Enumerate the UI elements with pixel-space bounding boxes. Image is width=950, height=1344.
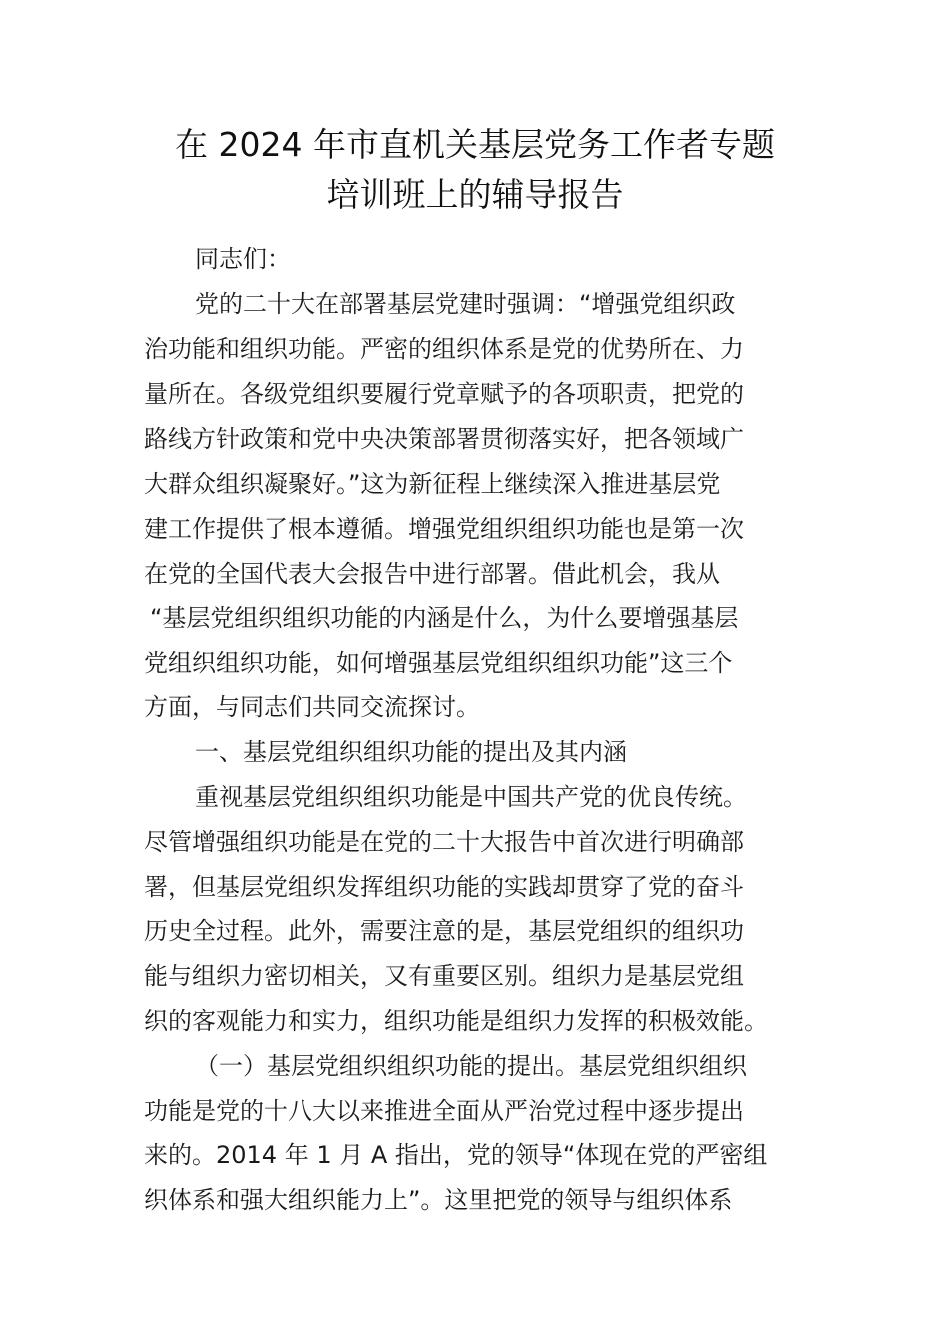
subsection-line: （一）基层党组织组织功能的提出。基层党组织组织 (195, 1052, 747, 1080)
body-line: 建工作提供了根本遵循。增强党组织组织功能也是第一次 (144, 515, 744, 543)
body-line: 署，但基层党组织发挥组织功能的实践却贯穿了党的奋斗 (144, 873, 744, 901)
section-heading: 一、基层党组织组织功能的提出及其内涵 (195, 738, 627, 766)
body-line: 治功能和组织功能。严密的组织体系是党的优势所在、力 (144, 335, 744, 363)
body-line: 量所在。各级党组织要履行党章赋予的各项职责，把党的 (144, 380, 744, 408)
salutation: 同志们： (195, 245, 291, 273)
body-line: 历史全过程。此外，需要注意的是，基层党组织的组织功 (144, 917, 744, 945)
document-title-line-1: 在 2024 年市直机关基层党务工作者专题 (175, 125, 775, 164)
body-line: 尽管增强组织功能是在党的二十大报告中首次进行明确部 (144, 828, 744, 856)
body-line: 路线方针政策和党中央决策部署贯彻落实好，把各领域广 (144, 425, 744, 453)
body-line: 党组织组织功能，如何增强基层党组织组织功能”这三个 (144, 649, 733, 677)
body-line: 重视基层党组织组织功能是中国共产党的优良传统。 (195, 783, 747, 811)
body-line: 来的。2014 年 1 月 A 指出，党的领导“体现在党的严密组 (144, 1141, 768, 1169)
document-title-line-2: 培训班上的辅导报告 (326, 175, 624, 214)
body-line: “基层党组织组织功能的内涵是什么，为什么要增强基层 (150, 604, 739, 632)
body-line: 方面，与同志们共同交流探讨。 (144, 693, 480, 721)
body-line: 功能是党的十八大以来推进全面从严治党过程中逐步提出 (144, 1097, 744, 1125)
body-line: 织体系和强大组织能力上”。这里把党的领导与组织体系 (144, 1186, 733, 1214)
body-line: 大群众组织凝聚好。”这为新征程上继续深入推进基层党 (144, 470, 721, 498)
body-line: 党的二十大在部署基层党建时强调：“增强党组织政 (195, 290, 736, 318)
body-line: 能与组织力密切相关，又有重要区别。组织力是基层党组 (144, 962, 744, 990)
body-line: 在党的全国代表大会报告中进行部署。借此机会，我从 (144, 560, 720, 588)
body-line: 织的客观能力和实力，组织功能是组织力发挥的积极效能。 (144, 1007, 768, 1035)
